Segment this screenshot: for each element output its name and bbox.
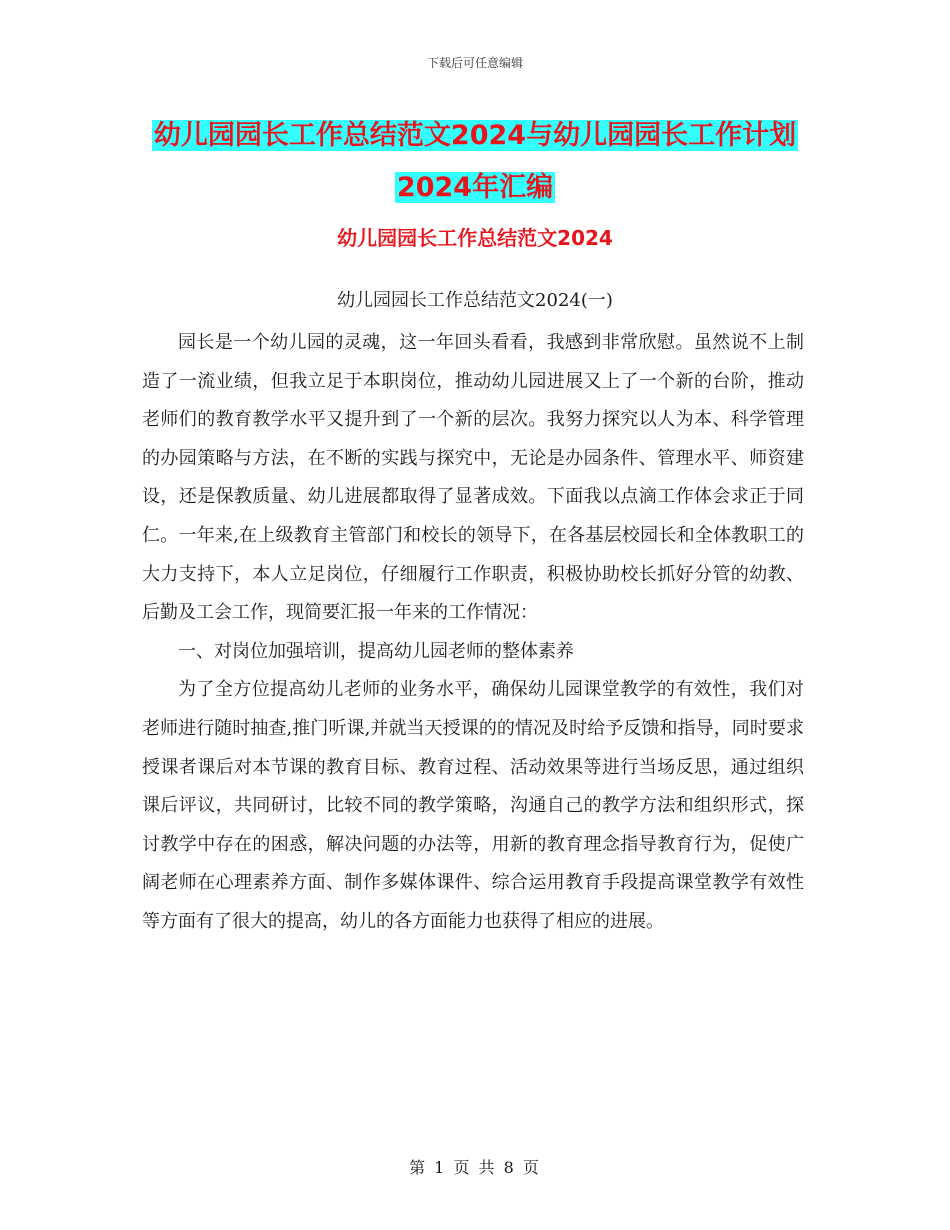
- title-line-2: 2024年汇编: [396, 172, 554, 203]
- paragraph: 为了全方位提高幼儿老师的业务水平，确保幼儿园课堂教学的有效性，我们对老师进行随时抽查,推门听课,并就当天授课的的情况及时给予反馈和指导，同时要求授课者课后对本节课的教育目标、教育过程、活动效果等进行当场反思，通过组织课后评议，共同研讨，比较不同的教学策略，沟通自己的教学方法和组织形式，探讨教学中存在的困惑，解决问题的办法等，用新的教育理念指导教育行为，促使广阔老师在心理素养方面、制作多媒体课件、综合运用教育手段提高课堂教学有效性等方面有了很大的提高，幼儿的各方面能力也获得了相应的进展。: [142, 679, 804, 932]
- paragraph: 园长是一个幼儿园的灵魂，这一年回头看看，我感到非常欣慰。虽然说不上制造了一流业绩，但我立足于本职岗位，推动幼儿园进展又上了一个新的台阶，推动老师们的教育教学水平又提升到了一个新的层次。我努力探究以人为本、科学管理的办园策略与方法，在不断的实践与探究中，无论是办园条件、管理水平、师资建设，还是保教质量、幼儿进展都取得了显著成效。下面我以点滴工作体会求正于同仁。一年来,在上级教育主管部门和校长的领导下，在各基层校园长和全体教职工的大力支持下，本人立足岗位，仔细履行工作职责，积极协助校长抓好分管的幼教、后勤及工会工作，现简要汇报一年来的工作情况：: [142, 332, 804, 624]
- body-text: [142, 324, 804, 942]
- document-title: [60, 110, 890, 214]
- page-footer: 第 1 页 共 8 页: [409, 1158, 541, 1177]
- title-line-1: 幼儿园园长工作总结范文2024与幼儿园园长工作计划: [153, 120, 797, 151]
- sub-title: 幼儿园园长工作总结范文2024(一): [337, 290, 613, 311]
- paragraph-heading: 一、对岗位加强培训，提高幼儿园老师的整体素养: [178, 640, 574, 662]
- section-title: 幼儿园园长工作总结范文2024: [337, 226, 613, 250]
- header-note: 下载后可任意编辑: [426, 56, 523, 70]
